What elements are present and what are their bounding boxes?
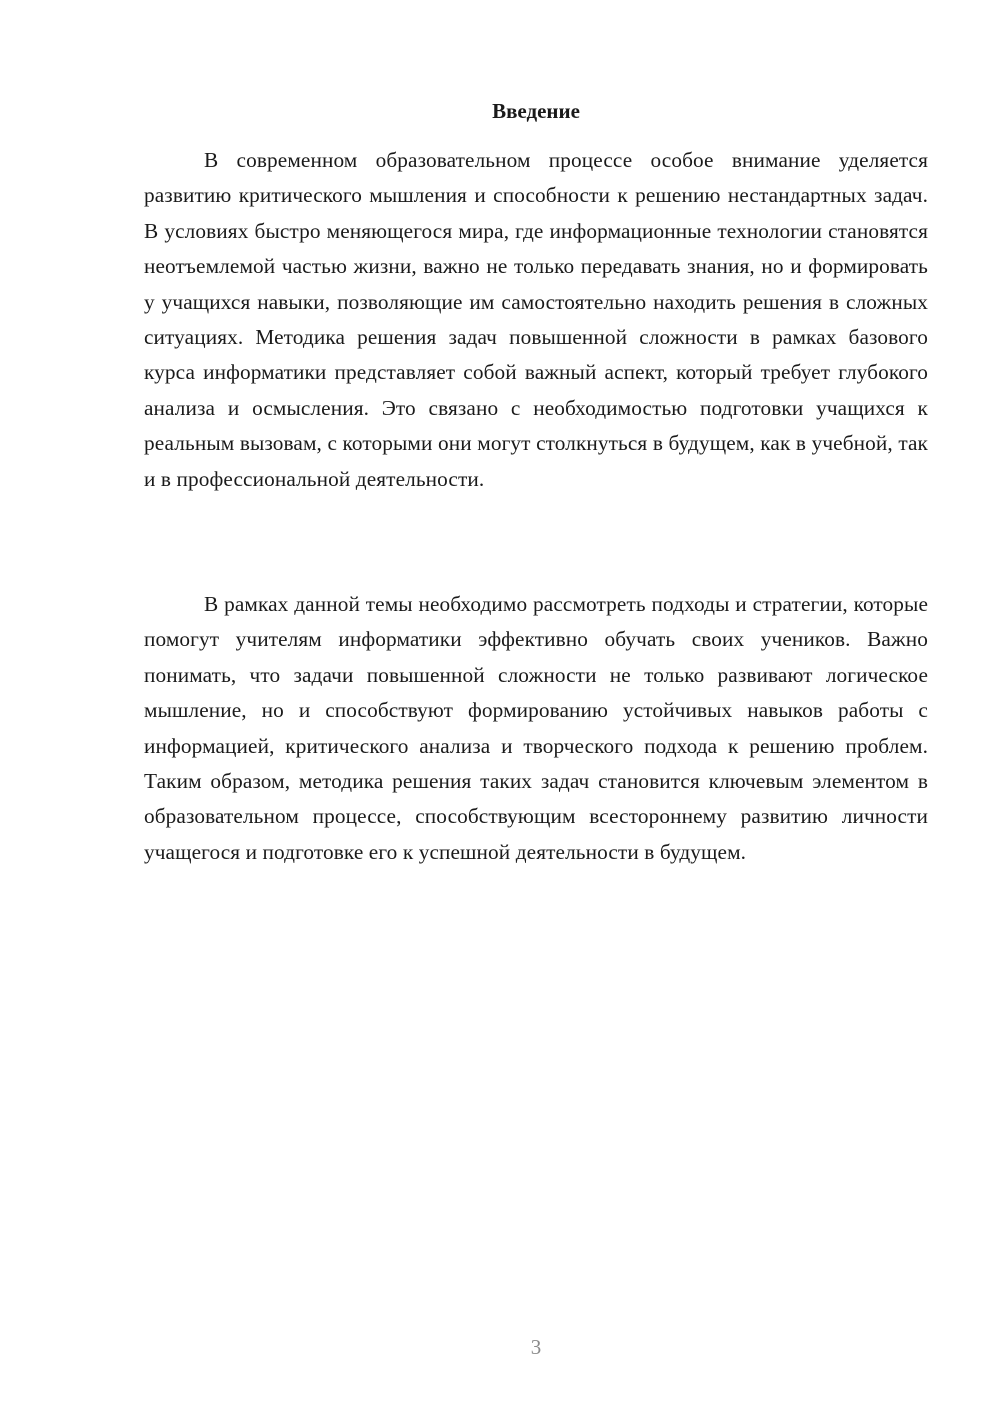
paragraph-2: В рамках данной темы необходимо рассмотреть подходы и стратегии, которые помогут учителям информатики эффективно обучать своих учеников. Важно понимать, что задачи повышенной сложности не только развивают логическое мышление, но и способствуют формированию устойчивых навыков работы с информацией, критического анализа и творческого подхода к решению проблем. Таким образом, методика решения таких задач становится ключевым элементом в образовательном процессе, способствующим всестороннему развитию личности учащегося и подготовке его к успешной деятельности в будущем. xyxy=(144,592,928,864)
section-heading: Введение xyxy=(492,99,580,123)
paragraph-1: В современном образовательном процессе особое внимание уделяется развитию критического мышления и способности к решению нестандартных задач. В условиях быстро меняющегося мира, где информационные технологии становятся неотъемлемой частью жизни, важно не только передавать знания, но и формировать у учащихся навыки, позволяющие им самостоятельно находить решения в сложных ситуациях. Методика решения задач повышенной сложности в рамках базового курса информатики представляет собой важный аспект, который требует глубокого анализа и осмысления. Это связано с необходимостью подготовки учащихся к реальным вызовам, с которыми они могут столкнуться в будущем, как в учебной, так и в профессиональной деятельности. xyxy=(144,148,928,491)
page-number: 3 xyxy=(530,1335,542,1359)
